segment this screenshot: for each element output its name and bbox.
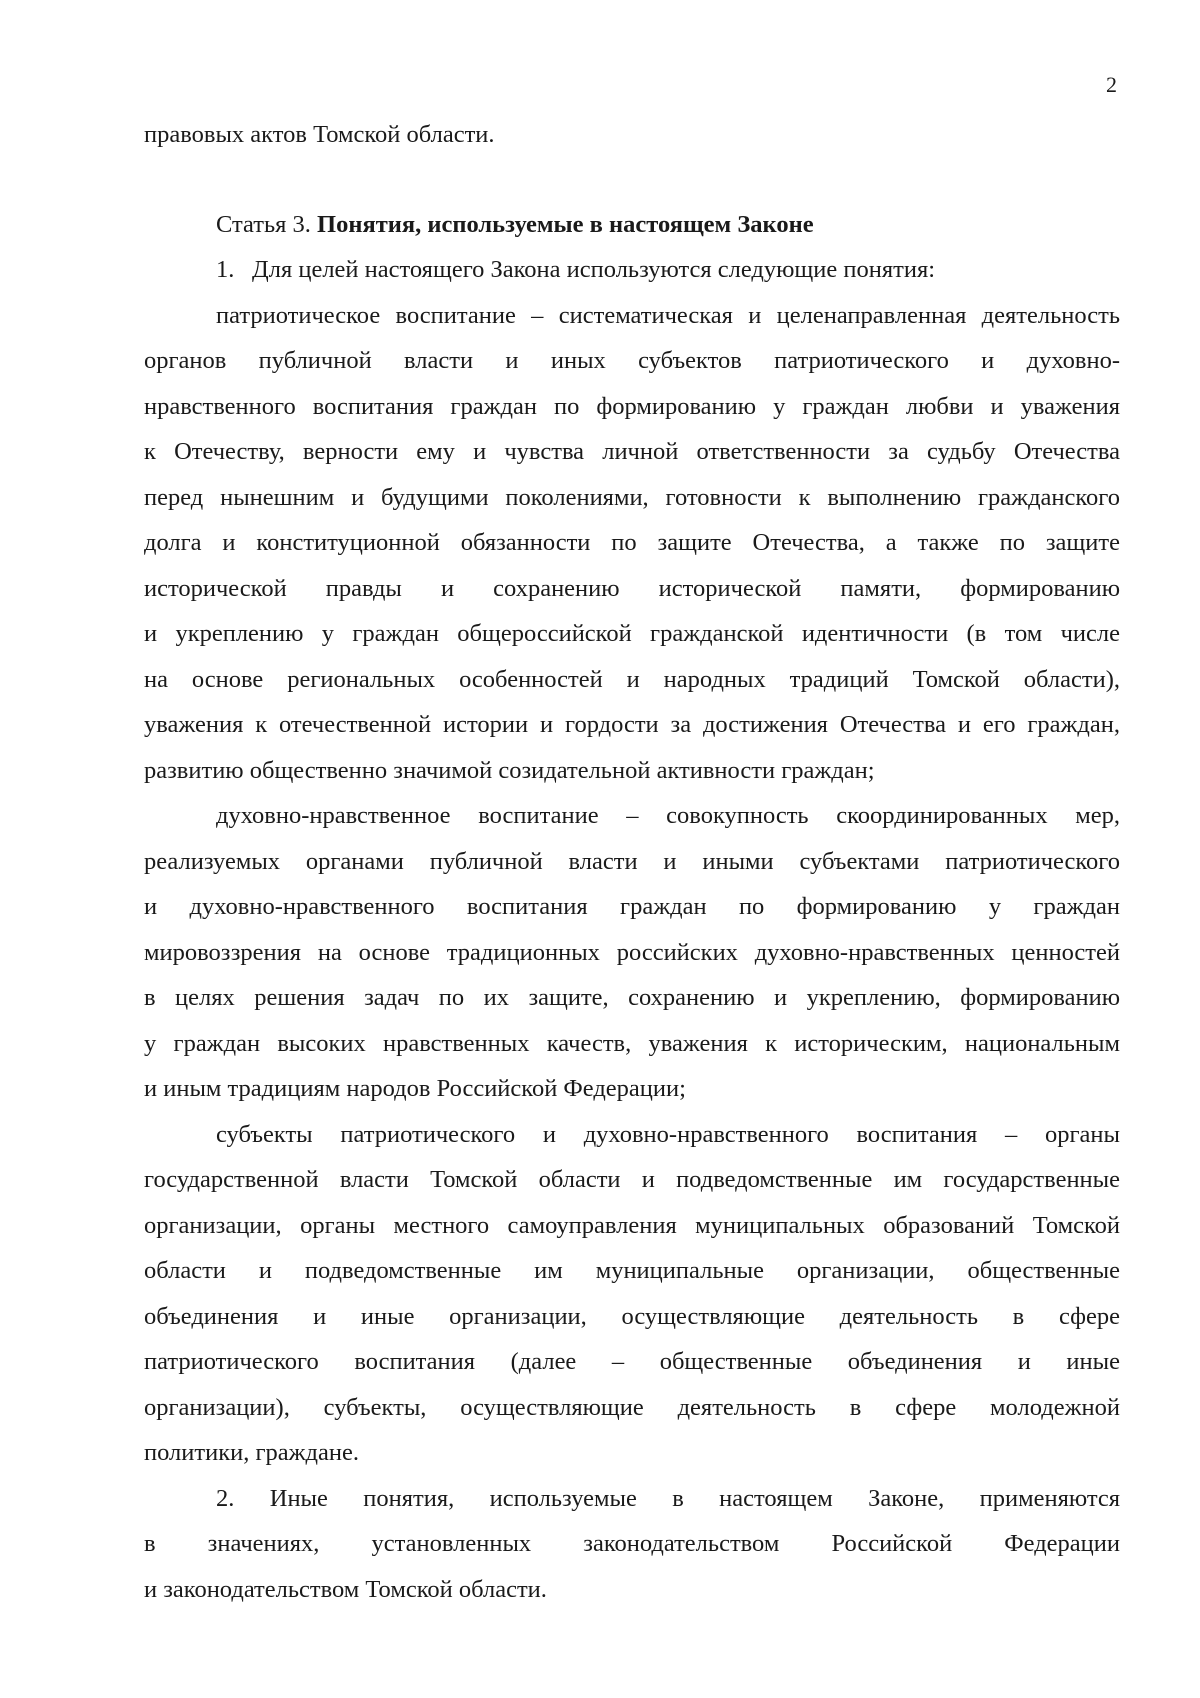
paragraph-line: органов публичной власти и иных субъектов патриотического и духовно- <box>144 347 1120 374</box>
paragraph-line: 2. Иные понятия, используемые в настоящем Законе, применяются <box>216 1484 1120 1512</box>
paragraph-line: патриотическое воспитание – систематическая и целенаправленная деятельность <box>216 301 1120 329</box>
paragraph-line: области и подведомственные им муниципальные организации, общественные <box>144 1257 1120 1284</box>
paragraph-line: организации), субъекты, осуществляющие деятельность в сфере молодежной <box>144 1393 1120 1421</box>
list-item-text: Для целей настоящего Закона используются следующие понятия: <box>252 256 936 283</box>
paragraph-line: в значениях, установленных законодательством Российской Федерации <box>144 1530 1120 1557</box>
paragraph-line: к Отечеству, верности ему и чувства личной ответственности за судьбу Отечества <box>144 438 1120 465</box>
paragraph-line: патриотического воспитания (далее – общественные объединения и иные <box>144 1348 1120 1375</box>
list-item <box>144 247 1120 293</box>
paragraph-line: и иным традициям народов Российской Федерации; <box>144 1075 686 1102</box>
document-body <box>144 112 1120 1612</box>
paragraph-line: духовно-нравственное воспитание – совокупность скоординированных мер, <box>216 802 1120 829</box>
paragraph-line: у граждан высоких нравственных качеств, уважения к историческим, национальным <box>144 1029 1120 1057</box>
paragraph-line: реализуемых органами публичной власти и иными субъектами патриотического <box>144 847 1120 875</box>
page-number: 2 <box>1106 72 1117 97</box>
paragraph-line: и духовно-нравственного воспитания граждан по формированию у граждан <box>144 893 1120 920</box>
paragraph-line: на основе региональных особенностей и народных традиций Томской области), <box>144 665 1120 693</box>
paragraph-line: в целях решения задач по их защите, сохранению и укреплению, формированию <box>144 984 1120 1011</box>
paragraph-line: и законодательством Томской области. <box>144 1575 547 1603</box>
paragraph-line: долга и конституционной обязанности по защите Отечества, а также по защите <box>144 529 1120 556</box>
paragraph-line: мировоззрения на основе традиционных российских духовно-нравственных ценностей <box>144 938 1120 966</box>
paragraph-line: политики, граждане. <box>144 1439 360 1466</box>
article-title: Понятия, используемые в настоящем Законе <box>317 210 814 238</box>
article-number: Статья 3. <box>216 210 318 238</box>
article-heading <box>144 202 1120 248</box>
paragraph-line: и укреплению у граждан общероссийской гражданской идентичности (в том числе <box>144 620 1120 647</box>
paragraph-line: объединения и иные организации, осуществляющие деятельность в сфере <box>144 1302 1120 1330</box>
paragraph-line: организации, органы местного самоуправления муниципальных образований Томской <box>144 1211 1120 1239</box>
list-item-number: 1. <box>216 256 235 283</box>
paragraph-line: развитию общественно значимой созидательной активности граждан; <box>144 756 875 784</box>
paragraph-line: субъекты патриотического и духовно-нравственного воспитания – органы <box>216 1120 1120 1148</box>
text-line: правовых актов Томской области. <box>144 121 495 148</box>
paragraph-line: перед нынешним и будущими поколениями, готовности к выполнению гражданского <box>144 483 1120 511</box>
paragraph-line: государственной власти Томской области и подведомственные им государственные <box>144 1166 1120 1193</box>
paragraph-line: уважения к отечественной истории и гордости за достижения Отечества и его граждан, <box>144 711 1120 738</box>
paragraph-line: нравственного воспитания граждан по формированию у граждан любви и уважения <box>144 392 1120 420</box>
paragraph-line: исторической правды и сохранению исторической памяти, формированию <box>144 574 1120 602</box>
